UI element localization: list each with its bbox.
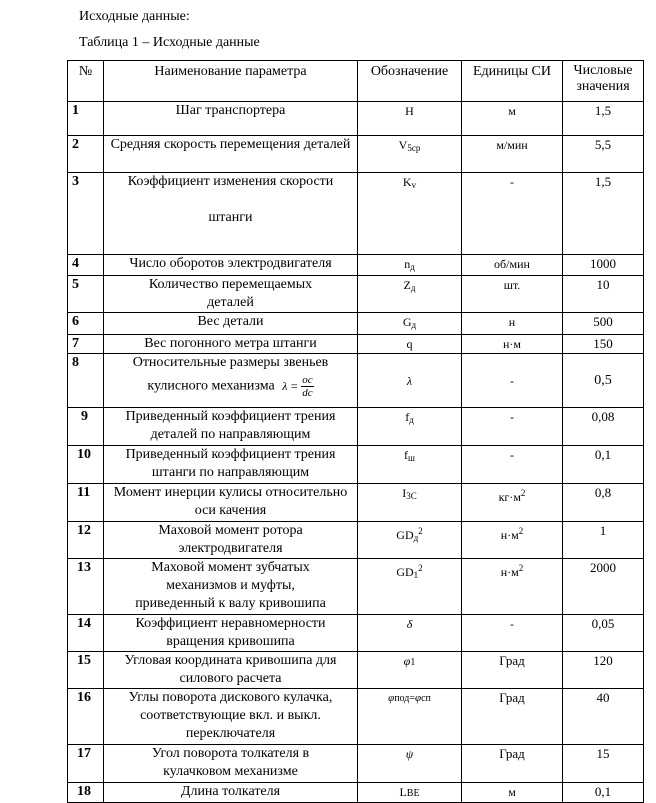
row-num: 14 — [68, 615, 104, 652]
row-symbol: $G_д$ — [358, 313, 462, 335]
row-num: 12 — [68, 522, 104, 559]
row-units: об/мин — [462, 255, 563, 276]
row-num: 13 — [68, 559, 104, 615]
row-value: 40 — [563, 689, 644, 745]
table-row — [68, 173, 644, 255]
row-num: 8 — [68, 354, 104, 408]
row-units: м — [462, 783, 563, 803]
table-header-row — [68, 61, 644, 102]
row-name: Маховой момент зубчатых механизмов и муфты, приведенный к валу кривошипа — [104, 559, 358, 615]
row-num: 3 — [68, 173, 104, 255]
row-symbol: LBE — [358, 783, 462, 803]
row-symbol: H — [358, 102, 462, 136]
table-row — [68, 408, 644, 446]
row-symbol: q — [358, 335, 462, 354]
row-num: 4 — [68, 255, 104, 276]
row-units: - — [462, 408, 563, 446]
row-value: 0,1 — [563, 446, 644, 484]
row-name: Вес детали — [104, 313, 358, 335]
row-value: 2000 — [563, 559, 644, 615]
row-value: 500 — [563, 313, 644, 335]
row-value: 0,08 — [563, 408, 644, 446]
lambda-formula: λ = $\frac{oc}{dc}$ — [282, 374, 313, 399]
section-heading: Исходные данные: — [79, 9, 190, 24]
row-num: 1 — [68, 102, 104, 136]
row-value: 5,5 — [563, 136, 644, 173]
row-value: 1,5 — [563, 102, 644, 136]
table-row — [68, 313, 644, 335]
row-units: н — [462, 313, 563, 335]
table-row — [68, 484, 644, 522]
row-value: 1,5 — [563, 173, 644, 255]
table-row — [68, 102, 644, 136]
row-symbol: λ — [358, 354, 462, 408]
row-symbol: $f_ш$ — [358, 446, 462, 484]
row-name: Приведенный коэффициент трения деталей по направляющим — [104, 408, 358, 446]
table-row — [68, 522, 644, 559]
row-num: 17 — [68, 745, 104, 783]
row-num: 7 — [68, 335, 104, 354]
row-units: - — [462, 173, 563, 255]
table-row — [68, 446, 644, 484]
row-num: 11 — [68, 484, 104, 522]
row-symbol: $n_д$ — [358, 255, 462, 276]
row-name: Вес погонного метра штанги — [104, 335, 358, 354]
row-symbol: $I_{3C}$ — [358, 484, 462, 522]
row-num: 9 — [68, 408, 104, 446]
row-units: - — [462, 615, 563, 652]
row-name: Коэффициент изменения скорости штанги — [104, 173, 358, 255]
table-row — [68, 136, 644, 173]
header-num: № — [68, 61, 104, 102]
row-units: $н\cdot м^2$ — [462, 559, 563, 615]
row-num: 15 — [68, 652, 104, 689]
header-value: Числовые значения — [563, 61, 644, 102]
row-units: $н\cdot м^2$ — [462, 522, 563, 559]
row-units: $кг\cdot м^2$ — [462, 484, 563, 522]
row-symbol: $GD_1^2$ — [358, 559, 462, 615]
row-symbol: $V_{5ср}$ — [358, 136, 462, 173]
row-name: Момент инерции кулисы относительно оси качения — [104, 484, 358, 522]
row-value: 150 — [563, 335, 644, 354]
table-row — [68, 354, 644, 408]
row-name: Приведенный коэффициент трения штанги по направляющим — [104, 446, 358, 484]
row-value: 0,5 — [563, 354, 644, 408]
row-units: - — [462, 446, 563, 484]
row-units: шт. — [462, 276, 563, 313]
row-units: Град — [462, 689, 563, 745]
row-units: н·м — [462, 335, 563, 354]
row-name: Шаг транспортера — [104, 102, 358, 136]
row-name: Относительные размеры звеньев кулисного механизма λ = $\frac{oc}{dc}$ — [104, 354, 358, 408]
row-name: Количество перемещаемых деталей — [104, 276, 358, 313]
row-name: Длина толкателя — [104, 783, 358, 803]
row-name: Маховой момент ротора электродвигателя — [104, 522, 358, 559]
row-units: - — [462, 354, 563, 408]
table-row — [68, 276, 644, 313]
row-num: 6 — [68, 313, 104, 335]
row-symbol: $Z_д$ — [358, 276, 462, 313]
table-row — [68, 255, 644, 276]
row-value: 0,8 — [563, 484, 644, 522]
header-name: Наименование параметра — [104, 61, 358, 102]
row-name: Углы поворота дискового кулачка, соответствующие вкл. и выкл. переключателя — [104, 689, 358, 745]
row-symbol: δ — [358, 615, 462, 652]
row-symbol: $f_д$ — [358, 408, 462, 446]
row-symbol: $GD_д^2$ — [358, 522, 462, 559]
row-value: 0,05 — [563, 615, 644, 652]
row-num: 16 — [68, 689, 104, 745]
row-num: 10 — [68, 446, 104, 484]
row-units: м — [462, 102, 563, 136]
row-name: Коэффициент неравномерности вращения кривошипа — [104, 615, 358, 652]
row-num: 2 — [68, 136, 104, 173]
row-units: м/мин — [462, 136, 563, 173]
table-row — [68, 689, 644, 745]
row-units: Град — [462, 652, 563, 689]
row-name: Число оборотов электродвигателя — [104, 255, 358, 276]
row-num: 5 — [68, 276, 104, 313]
row-value: 120 — [563, 652, 644, 689]
row-units: Град — [462, 745, 563, 783]
row-name: Угловая координата кривошипа для силового расчета — [104, 652, 358, 689]
table-row — [68, 559, 644, 615]
table-row — [68, 615, 644, 652]
row-num: 18 — [68, 783, 104, 803]
row-value: 1 — [563, 522, 644, 559]
header-units: Единицы СИ — [462, 61, 563, 102]
row-symbol: φпод=φсп — [358, 689, 462, 745]
table-row — [68, 745, 644, 783]
row-name: Угол поворота толкателя в кулачковом механизме — [104, 745, 358, 783]
row-symbol: $K_v$ — [358, 173, 462, 255]
row-value: 1000 — [563, 255, 644, 276]
table-row — [68, 335, 644, 354]
row-value: 0,1 — [563, 783, 644, 803]
row-name: Средняя скорость перемещения деталей — [104, 136, 358, 173]
table-row — [68, 652, 644, 689]
row-symbol: φ1 — [358, 652, 462, 689]
header-symbol: Обозначение — [358, 61, 462, 102]
source-data-table — [67, 60, 644, 803]
row-value: 15 — [563, 745, 644, 783]
row-value: 10 — [563, 276, 644, 313]
table-caption: Таблица 1 – Исходные данные — [79, 35, 260, 50]
row-symbol: ψ — [358, 745, 462, 783]
table-row — [68, 783, 644, 803]
